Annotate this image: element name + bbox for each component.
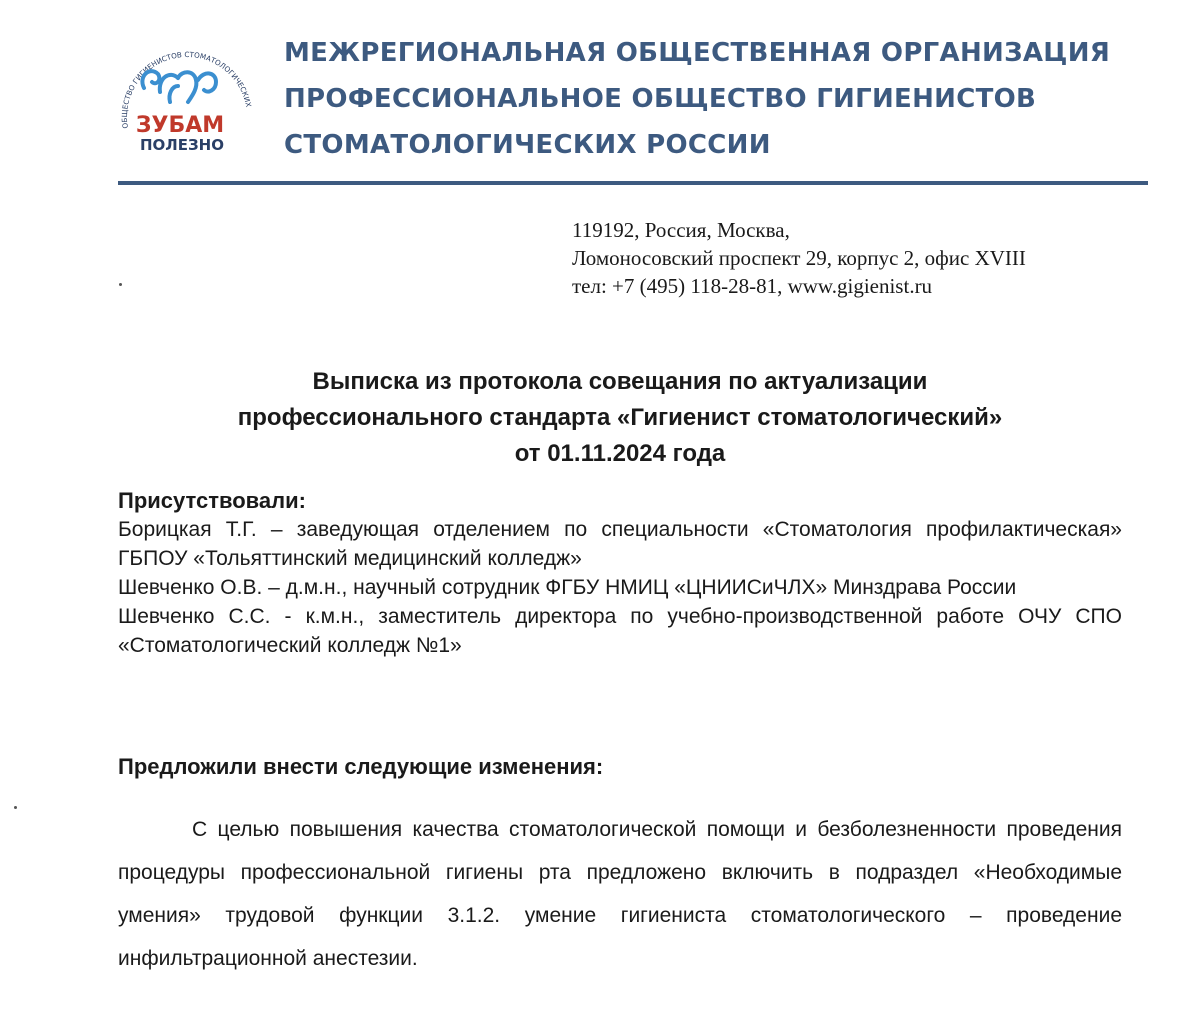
attendee-item: Борицкая Т.Г. – заведующая отделением по специальности «Стоматология профилактическая» ГБПОУ «Тольяттинский медицинский колледж» bbox=[118, 518, 1122, 570]
address-block bbox=[572, 216, 1026, 300]
organization-logo bbox=[112, 36, 262, 156]
attendees-heading: Присутствовали: bbox=[118, 488, 306, 513]
address-contacts: тел: +7 (495) 118-28-81, www.gigienist.ru bbox=[572, 274, 933, 298]
scan-speck bbox=[119, 283, 122, 286]
header-divider bbox=[118, 181, 1148, 185]
logo-brand-line1: ЗУБАМ bbox=[135, 113, 225, 138]
logo-arc-textpath: ОБЩЕСТВО ГИГИЕНИСТОВ СТОМАТОЛОГИЧЕСКИХ bbox=[119, 49, 254, 130]
title-line-3: от 01.11.2024 года bbox=[514, 440, 726, 467]
org-line-3: СТОМАТОЛОГИЧЕСКИХ РОССИИ bbox=[284, 130, 771, 160]
organization-name bbox=[284, 30, 1110, 168]
attendee-item: Шевченко О.В. – д.м.н., научный сотрудник ФГБУ НМИЦ «ЦНИИСиЧЛХ» Минздрава России bbox=[118, 576, 1017, 599]
title-line-1: Выписка из протокола совещания по актуализации bbox=[312, 368, 928, 395]
proposal-heading: Предложили внести следующие изменения: bbox=[118, 754, 604, 779]
address-city: 119192, Россия, Москва, bbox=[572, 218, 790, 242]
tooth-mark-icon bbox=[142, 71, 216, 102]
org-line-1: МЕЖРЕГИОНАЛЬНАЯ ОБЩЕСТВЕННАЯ ОРГАНИЗАЦИЯ bbox=[284, 38, 1111, 68]
attendees-section bbox=[118, 486, 1122, 660]
address-street: Ломоносовский проспект 29, корпус 2, офис XVIII bbox=[572, 246, 1026, 270]
scan-speck bbox=[14, 806, 17, 809]
document-title bbox=[118, 364, 1122, 472]
attendee-item: Шевченко С.С. - к.м.н., заместитель директора по учебно-производственной работе ОЧУ СПО «Стоматологический колледж №1» bbox=[118, 605, 1122, 657]
logo-emblem bbox=[112, 36, 262, 156]
title-line-2: профессионального стандарта «Гигиенист стоматологический» bbox=[237, 404, 1003, 431]
logo-brand-line2: ПОЛЕЗНО bbox=[140, 136, 224, 154]
org-line-2: ПРОФЕССИОНАЛЬНОЕ ОБЩЕСТВО ГИГИЕНИСТОВ bbox=[284, 84, 1037, 114]
proposal-text: С целью повышения качества стоматологической помощи и безболезненности проведения процедуры профессиональной гигиены рта предложено включить в подраздел «Необходимые умения» трудовой функции 3.1.2. умение гигиениста стоматологического – проведение инфильтрационной анестезии. bbox=[118, 818, 1122, 970]
